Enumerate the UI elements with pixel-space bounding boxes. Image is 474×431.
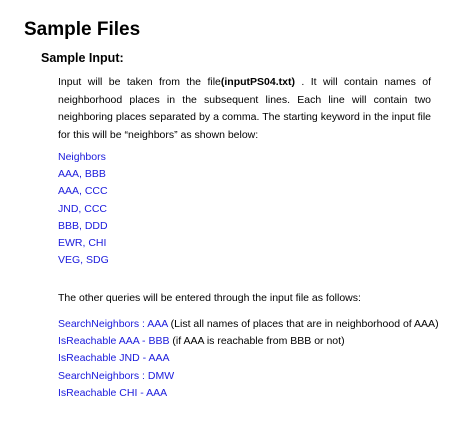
- section-title-sample-input: Sample Input:: [41, 51, 124, 65]
- list-item: AAA, CCC: [58, 185, 108, 198]
- list-item: BBB, DDD: [58, 219, 108, 232]
- query-text: IsReachable CHI - AAA: [58, 386, 168, 399]
- list-item: VEG, SDG: [58, 254, 109, 267]
- query-text: SearchNeighbors : DMW: [58, 369, 175, 382]
- intro-paragraph: [58, 74, 431, 144]
- input-filename: (inputPS04.txt): [220, 76, 295, 88]
- queries-intro: The other queries will be entered through the input file as follows:: [58, 292, 361, 304]
- list-item: Neighbors: [58, 151, 106, 163]
- query-note: (if AAA is reachable from BBB or not): [169, 335, 345, 348]
- query-item: [58, 316, 439, 333]
- query-note: (List all names of places that are in neighborhood of AAA): [167, 318, 439, 330]
- neighbors-list: [58, 149, 109, 269]
- queries-list: [58, 316, 439, 402]
- query-item: [58, 333, 439, 350]
- query-item: [58, 385, 439, 402]
- query-text: IsReachable AAA - BBB: [58, 335, 170, 348]
- query-text: SearchNeighbors : AAA: [58, 318, 168, 330]
- list-item: AAA, BBB: [58, 168, 106, 181]
- intro-line-1-tail: . It will contain names of: [301, 76, 431, 88]
- intro-line-2: neighborhood places in the subsequent lines. Each line will contain two: [58, 93, 431, 106]
- query-text: IsReachable JND - AAA: [58, 352, 170, 365]
- query-item: [58, 368, 439, 385]
- query-item: [58, 350, 439, 367]
- intro-line-4: for this will be “neighbors” as shown below:: [58, 128, 259, 141]
- page-title: Sample Files: [24, 19, 141, 40]
- list-item: EWR, CHI: [58, 237, 107, 250]
- intro-line-1-text: Input will be taken from the file: [58, 76, 221, 88]
- list-item: JND, CCC: [58, 202, 107, 215]
- intro-line-1: [58, 74, 431, 92]
- intro-line-3: neighboring places separated by a comma. The starting keyword in the input file: [58, 111, 431, 124]
